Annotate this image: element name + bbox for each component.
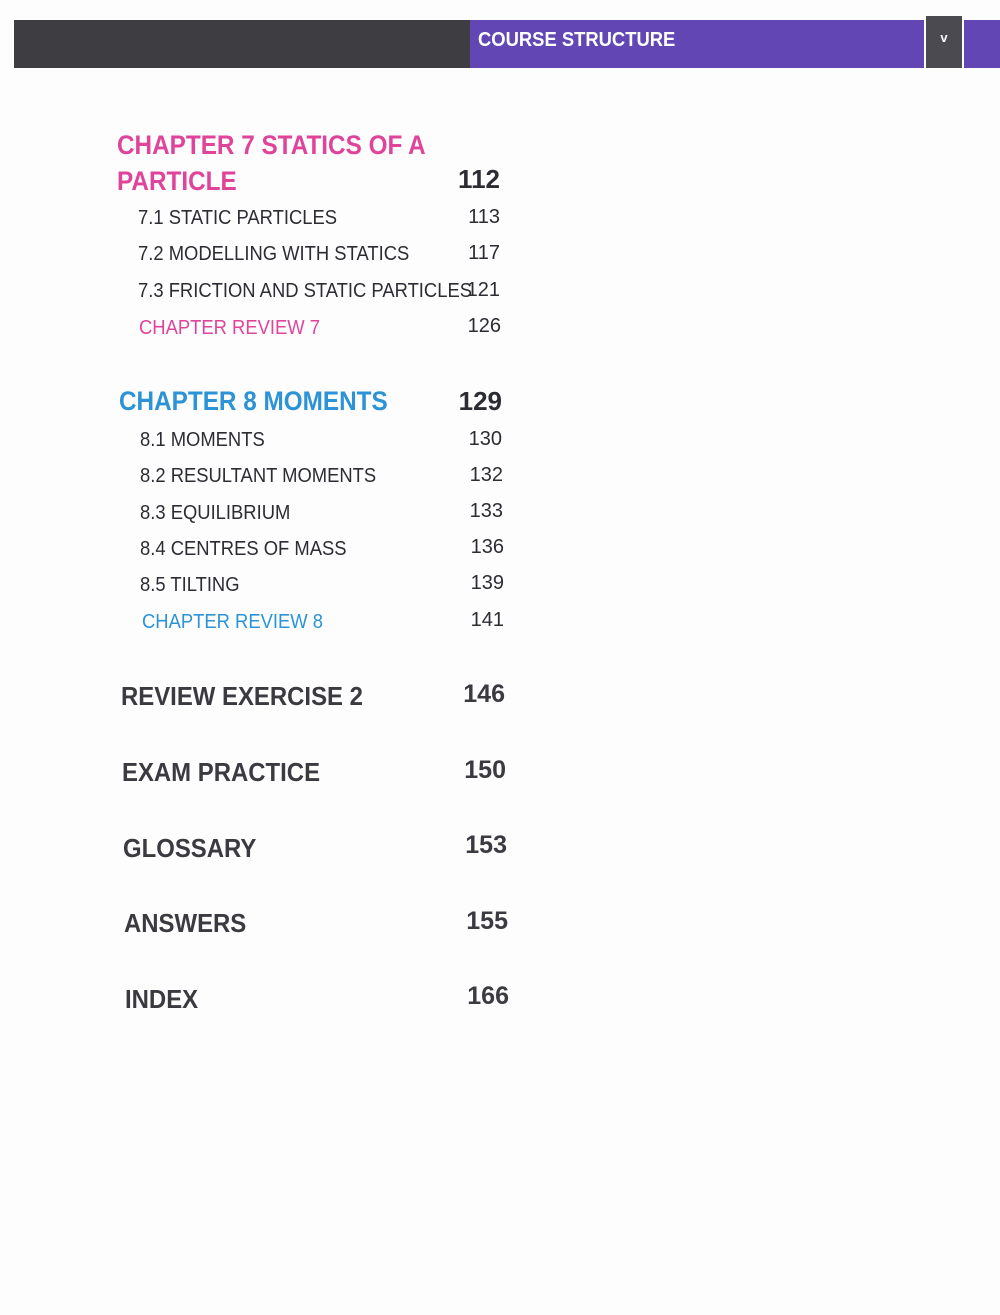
toc-section-label[interactable]: 8.5 TILTING bbox=[140, 574, 240, 596]
toc-section-page: 130 bbox=[468, 428, 502, 450]
toc-section-label[interactable]: 8.4 CENTRES OF MASS bbox=[140, 538, 347, 560]
exam-practice-page: 150 bbox=[464, 756, 506, 784]
chapter-8-title[interactable]: CHAPTER 8 MOMENTS bbox=[119, 386, 388, 416]
chapter-7-title-line-1[interactable]: CHAPTER 7 STATICS OF A bbox=[117, 130, 426, 160]
toc-section-label[interactable]: 8.3 EQUILIBRIUM bbox=[140, 502, 291, 524]
toc-section-label[interactable]: 8.1 MOMENTS bbox=[140, 429, 265, 451]
index-link[interactable]: INDEX bbox=[125, 984, 199, 1014]
chapter-7-page: 112 bbox=[458, 164, 500, 194]
toc-section-page: 139 bbox=[470, 572, 504, 594]
toc-section-page: 121 bbox=[466, 279, 500, 301]
chapter-review-8-link[interactable]: CHAPTER REVIEW 8 bbox=[142, 611, 323, 633]
toc-section-label[interactable]: 7.1 STATIC PARTICLES bbox=[138, 207, 338, 229]
section-title: COURSE STRUCTURE bbox=[478, 29, 676, 51]
answers-link[interactable]: ANSWERS bbox=[124, 908, 247, 938]
toc-section-page: 136 bbox=[470, 536, 504, 558]
glossary-page: 153 bbox=[465, 831, 507, 859]
page-number: v bbox=[940, 30, 948, 45]
glossary-link[interactable]: GLOSSARY bbox=[123, 833, 257, 863]
toc-section-page: 133 bbox=[469, 500, 503, 522]
exam-practice-link[interactable]: EXAM PRACTICE bbox=[122, 757, 321, 787]
toc-section-page: 113 bbox=[468, 206, 500, 228]
toc-section-page: 117 bbox=[468, 242, 500, 264]
toc-section-label[interactable]: 7.2 MODELLING WITH STATICS bbox=[138, 243, 410, 265]
chapter-review-7-page: 126 bbox=[467, 315, 501, 337]
index-page: 166 bbox=[467, 982, 509, 1010]
review-exercise-2-page: 146 bbox=[463, 680, 505, 708]
toc-section-page: 132 bbox=[469, 464, 503, 486]
chapter-8-page: 129 bbox=[458, 386, 502, 416]
answers-page: 155 bbox=[466, 907, 508, 935]
review-exercise-2-link[interactable]: REVIEW EXERCISE 2 bbox=[121, 681, 363, 711]
chapter-review-7-link[interactable]: CHAPTER REVIEW 7 bbox=[139, 317, 320, 339]
chapter-7-title-line-2[interactable]: PARTICLE bbox=[117, 166, 237, 196]
toc-section-label[interactable]: 8.2 RESULTANT MOMENTS bbox=[140, 465, 377, 487]
chapter-review-8-page: 141 bbox=[470, 609, 504, 631]
toc-section-label[interactable]: 7.3 FRICTION AND STATIC PARTICLES bbox=[138, 280, 472, 302]
